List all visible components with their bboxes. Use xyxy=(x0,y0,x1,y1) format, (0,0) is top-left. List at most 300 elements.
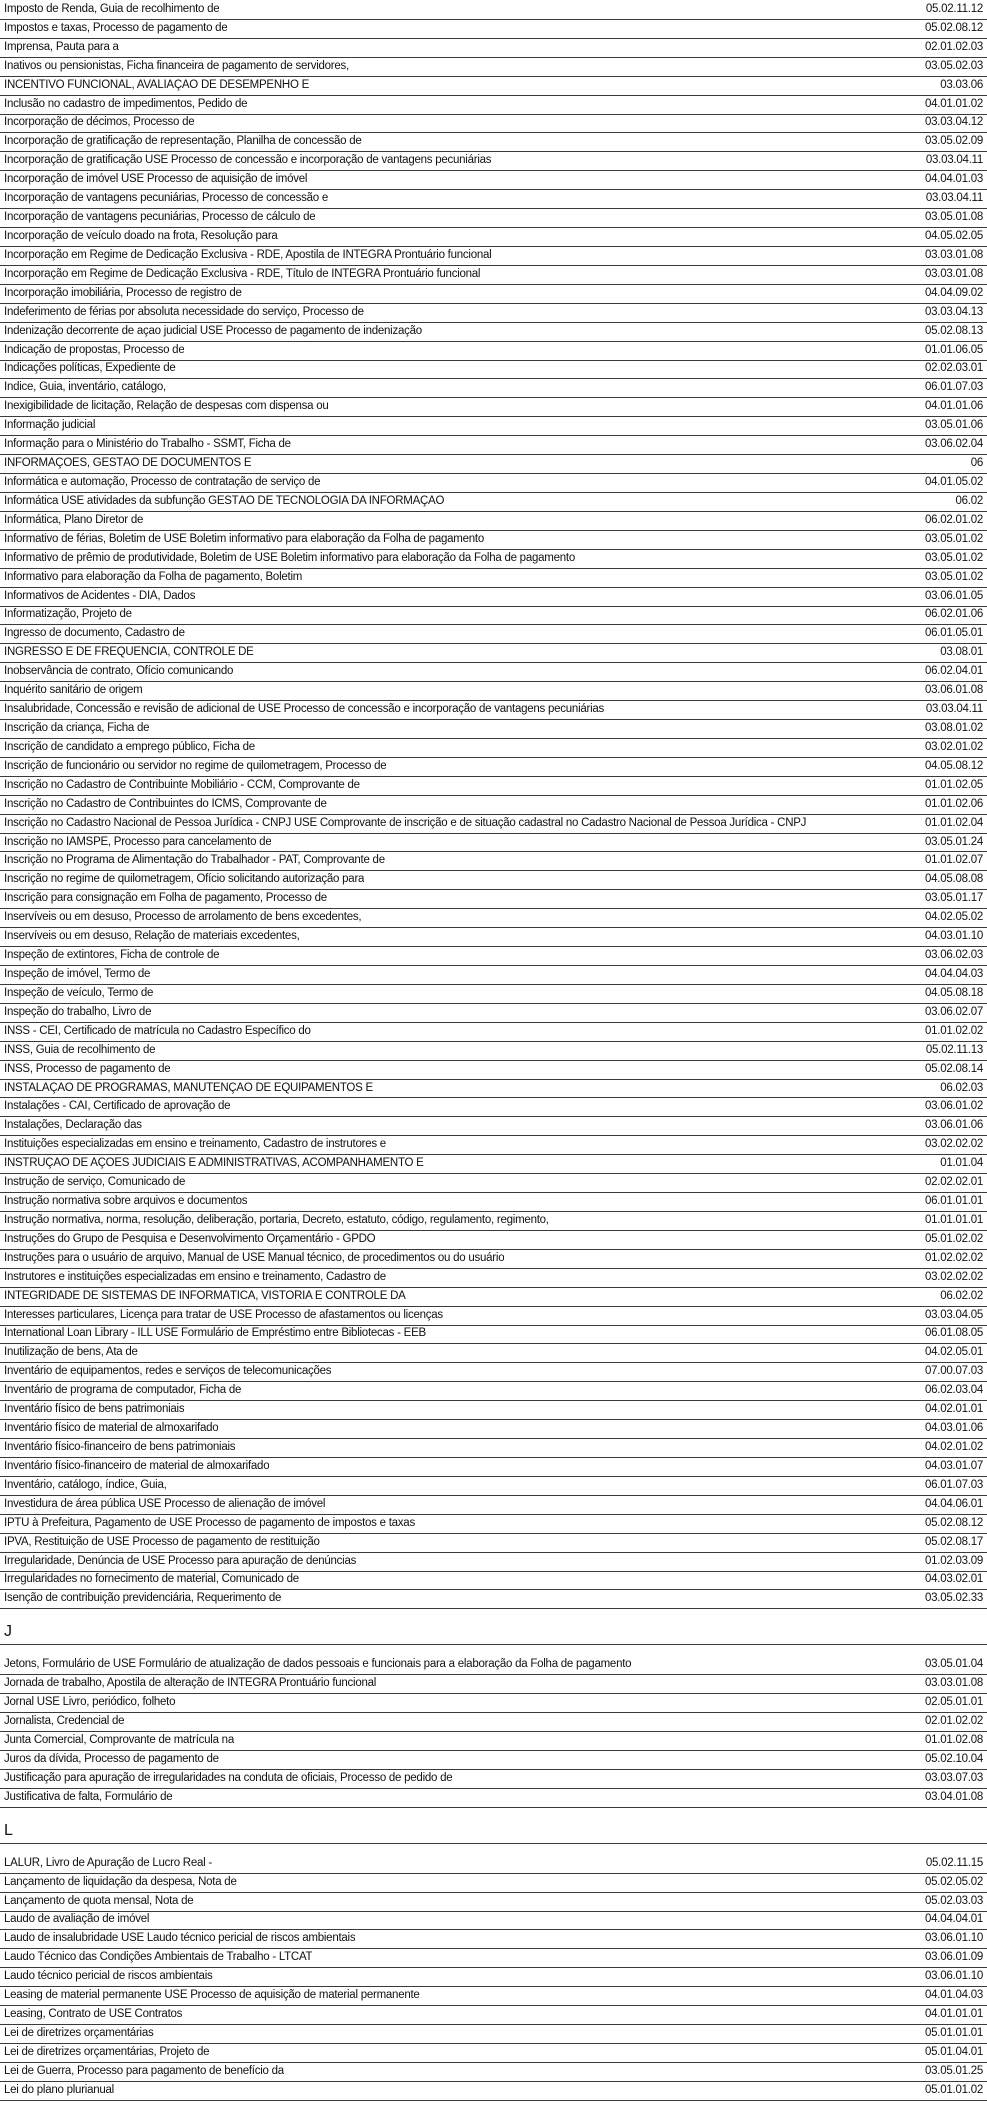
entry-code: 04.01.01.06 xyxy=(924,400,983,413)
entry-title: Laudo de insalubridade USE Laudo técnico pericial de riscos ambientais xyxy=(4,1932,356,1945)
index-row xyxy=(0,834,987,853)
entry-title: Informática USE atividades da subfunção GESTÃO DE TECNOLOGIA DA INFORMAÇÃO xyxy=(4,494,445,507)
entry-code: 04.02.01.02 xyxy=(924,1441,983,1454)
index-row xyxy=(0,588,987,607)
index-row xyxy=(0,1042,987,1061)
entry-title: Impostos e taxas, Processo de pagamento de xyxy=(4,21,228,34)
index-row xyxy=(0,682,987,701)
entry-code: 01.02.02.02 xyxy=(924,1251,983,1264)
index-row xyxy=(0,1515,987,1534)
entry-code: 05.01.01.01 xyxy=(924,2026,983,2039)
index-row xyxy=(0,1117,987,1136)
entry-code: 03.06.01.09 xyxy=(924,1951,983,1964)
entry-title: Jornada de trabalho, Apostila de alteração de INTEGRA Prontuário funcional xyxy=(4,1677,377,1690)
entry-code: 04.01.04.03 xyxy=(924,1989,983,2002)
index-row xyxy=(0,171,987,190)
entry-code: 05.02.08.14 xyxy=(924,1062,983,1075)
entry-title: Lançamento de liquidação da despesa, Nota de xyxy=(4,1875,237,1888)
index-row xyxy=(0,569,987,588)
entry-code: 03.05.01.02 xyxy=(924,532,983,545)
entry-title: Inventário físico de bens patrimoniais xyxy=(4,1403,185,1416)
entry-title: Lei de Guerra, Processo para pagamento de benefício da xyxy=(4,2064,284,2077)
entry-title: Laudo técnico pericial de riscos ambientais xyxy=(4,1970,213,1983)
entry-code: 04.02.05.01 xyxy=(924,1346,983,1359)
index-row xyxy=(0,625,987,644)
index-row xyxy=(0,58,987,77)
index-row xyxy=(0,1968,987,1987)
index-row xyxy=(0,20,987,39)
index-row xyxy=(0,1250,987,1269)
entry-title: Instrução normativa sobre arquivos e documentos xyxy=(4,1195,248,1208)
index-row xyxy=(0,1326,987,1345)
index-row xyxy=(0,1675,987,1694)
entry-title: INTEGRIDADE DE SISTEMAS DE INFORMÁTICA, VISTORIA E CONTROLE DA xyxy=(4,1289,406,1302)
entry-title: Inscrição no Programa de Alimentação do Trabalhador - PAT, Comprovante de xyxy=(4,854,385,867)
entry-title: Justificativa de falta, Formulário de xyxy=(4,1790,173,1803)
entry-title: Indicação de propostas, Processo de xyxy=(4,343,185,356)
index-row xyxy=(0,474,987,493)
index-row xyxy=(0,1496,987,1515)
entry-code: 05.02.11.13 xyxy=(925,1043,983,1056)
index-row xyxy=(0,96,987,115)
entry-title: Informativo para elaboração da Folha de pagamento, Boletim xyxy=(4,570,303,583)
entry-code: 03.03.04.05 xyxy=(924,1308,983,1321)
entry-code: 03.03.01.08 xyxy=(924,267,983,280)
entry-title: Jornalista, Credencial de xyxy=(4,1715,125,1728)
index-row xyxy=(0,77,987,96)
entry-title: Lei do plano plurianual xyxy=(4,2083,114,2096)
entry-code: 03.05.01.02 xyxy=(924,551,983,564)
entry-code: 02.01.02.03 xyxy=(924,40,983,53)
entry-title: Inventário físico-financeiro de material de almoxarifado xyxy=(4,1459,270,1472)
index-row xyxy=(0,1694,987,1713)
entry-title: Irregularidades no fornecimento de material, Comunicado de xyxy=(4,1573,299,1586)
entry-code: 02.01.02.02 xyxy=(924,1715,983,1728)
index-row xyxy=(0,607,987,626)
index-row xyxy=(0,1023,987,1042)
entry-code: 05.02.08.13 xyxy=(924,324,983,337)
index-row xyxy=(0,1789,987,1808)
entry-title: Inspeção de extintores, Ficha de controle de xyxy=(4,949,220,962)
index-row xyxy=(0,1420,987,1439)
entry-title: Jetons, Formulário de USE Formulário de atualização de dados pessoais e funcionais para a elaboração da Folha de pagamento xyxy=(4,1658,632,1671)
index-row xyxy=(0,379,987,398)
letter-separator xyxy=(0,1821,987,1844)
entry-code: 02.02.02.01 xyxy=(924,1176,983,1189)
index-row xyxy=(0,758,987,777)
entry-code: 03.03.04.11 xyxy=(925,154,983,167)
index-row xyxy=(0,1572,987,1591)
entry-code: 04.05.02.05 xyxy=(924,230,983,243)
entry-code: 06.02 xyxy=(955,494,983,507)
entry-code: 04.03.01.06 xyxy=(924,1422,983,1435)
entry-code: 05.02.11.12 xyxy=(925,2,983,15)
entry-title: Indeferimento de férias por absoluta necessidade do serviço, Processo de xyxy=(4,305,364,318)
index-row xyxy=(0,1987,987,2006)
entry-code: 03.02.02.02 xyxy=(924,1138,983,1151)
entry-code: 04.03.02.01 xyxy=(924,1573,983,1586)
entry-code: 05.02.05.02 xyxy=(924,1875,983,1888)
index-row xyxy=(0,852,987,871)
letter-separator xyxy=(0,1622,987,1645)
entry-code: 03.06.02.07 xyxy=(924,1005,983,1018)
entry-title: Isenção de contribuição previdenciária, Requerimento de xyxy=(4,1592,282,1605)
entry-title: Leasing, Contrato de USE Contratos xyxy=(4,2008,183,2021)
index-row xyxy=(0,644,987,663)
index-row xyxy=(0,701,987,720)
entry-title: Instrução normativa, norma, resolução, deliberação, portaria, Decreto, estatuto, código, regulamento, regimento, xyxy=(4,1213,549,1226)
entry-title: Inexigibilidade de licitação, Relação de despesas com dispensa ou xyxy=(4,400,329,413)
entry-title: Laudo de avaliação de imóvel xyxy=(4,1913,150,1926)
entry-code: 06.01.08.05 xyxy=(924,1327,983,1340)
entry-title: Inativos ou pensionistas, Ficha financeira de pagamento de servidores, xyxy=(4,59,349,72)
entry-title: Lançamento de quota mensal, Nota de xyxy=(4,1894,194,1907)
entry-title: Indenização decorrente de açao judicial USE Processo de pagamento de indenização xyxy=(4,324,422,337)
entry-code: 03.08.01 xyxy=(940,646,983,659)
index-row xyxy=(0,663,987,682)
entry-title: Ingresso de documento, Cadastro de xyxy=(4,627,185,640)
index-row xyxy=(0,550,987,569)
index-row xyxy=(0,909,987,928)
index-row xyxy=(0,2025,987,2044)
entry-code: 03.05.01.02 xyxy=(924,570,983,583)
entry-code: 06.02.03.04 xyxy=(924,1384,983,1397)
index-row xyxy=(0,361,987,380)
entry-title: Inservíveis ou em desuso, Relação de materiais excedentes, xyxy=(4,930,300,943)
index-row xyxy=(0,398,987,417)
entry-code: 03.03.06 xyxy=(940,78,983,91)
entry-title: Incorporação de vantagens pecuniárias, Processo de concessão e xyxy=(4,192,328,205)
entry-code: 04.04.06.01 xyxy=(924,1497,983,1510)
entry-title: Laudo Técnico das Condições Ambientais de Trabalho - LTCAT xyxy=(4,1951,313,1964)
entry-title: Juros da dívida, Processo de pagamento de xyxy=(4,1752,219,1765)
entry-code: 03.02.01.02 xyxy=(924,740,983,753)
index-row xyxy=(0,1382,987,1401)
entry-code: 03.06.01.05 xyxy=(924,589,983,602)
entry-title: Inventário de programa de computador, Ficha de xyxy=(4,1384,242,1397)
entry-code: 01.01.02.04 xyxy=(924,816,983,829)
index-row xyxy=(0,1534,987,1553)
entry-title: Inventário físico de material de almoxarifado xyxy=(4,1422,219,1435)
entry-code: 05.01.04.01 xyxy=(924,2045,983,2058)
entry-title: Lei de diretrizes orçamentárias xyxy=(4,2026,154,2039)
entry-code: 04.01.05.02 xyxy=(924,476,983,488)
index-row xyxy=(0,1174,987,1193)
entry-title: Inquérito sanitário de origem xyxy=(4,684,143,697)
entry-code: 02.05.01.01 xyxy=(924,1696,983,1709)
index-row xyxy=(0,1893,987,1912)
entry-title: Incorporação de gratificação de representação, Planilha de concessão de xyxy=(4,135,362,148)
entry-title: Incorporação em Regime de Dedicação Exclusiva - RDE, Título de INTEGRA Prontuário funcional xyxy=(4,267,481,280)
index-row xyxy=(0,228,987,247)
index-row xyxy=(0,115,987,134)
entry-code: 03.05.02.03 xyxy=(924,59,983,72)
entry-code: 03.05.01.25 xyxy=(924,2064,983,2077)
entry-code: 06 xyxy=(970,457,983,470)
entry-title: Informativo de férias, Boletim de USE Boletim informativo para elaboração da Folha de pagamento xyxy=(4,532,484,545)
entry-code: 05.02.08.17 xyxy=(924,1535,983,1548)
entry-code: 03.06.01.02 xyxy=(924,1100,983,1113)
letter-heading: L xyxy=(4,1821,13,1839)
entry-code: 03.03.04.12 xyxy=(924,116,983,129)
index-row xyxy=(0,796,987,815)
entry-title: Instrução de serviço, Comunicado de xyxy=(4,1176,186,1189)
index-row xyxy=(0,2044,987,2063)
entry-code: 04.02.05.02 xyxy=(924,911,983,924)
entry-code: 03.06.01.08 xyxy=(924,684,983,697)
entry-title: Inventário físico-financeiro de bens patrimoniais xyxy=(4,1441,236,1454)
index-row xyxy=(0,928,987,947)
entry-title: Insalubridade, Concessão e revisão de adicional de USE Processo de concessão e incorporação de vantagens pecuniárias xyxy=(4,703,605,716)
entry-title: Investidura de área pública USE Processo de alienação de imóvel xyxy=(4,1497,326,1510)
entry-title: Justificação para apuração de irregularidades na conduta de oficiais, Processo de pedido de xyxy=(4,1771,453,1784)
entry-title: Instruções do Grupo de Pesquisa e Desenvolvimento Orçamentário - GPDO xyxy=(4,1232,376,1245)
letter-heading: J xyxy=(4,1623,12,1641)
entry-code: 03.06.01.10 xyxy=(924,1970,983,1983)
entry-title: Incorporação de gratificação USE Processo de concessão e incorporação de vantagens pecuniárias xyxy=(4,154,492,167)
entry-code: 03.03.01.08 xyxy=(924,1677,983,1690)
index-row xyxy=(0,1477,987,1496)
index-row xyxy=(0,777,987,796)
entry-title: Indicações políticas, Expediente de xyxy=(4,362,176,375)
entry-title: INSS, Guia de recolhimento de xyxy=(4,1043,156,1056)
entry-title: Incorporação de veículo doado na frota, Resolução para xyxy=(4,230,278,243)
index-row xyxy=(0,1949,987,1968)
index-row xyxy=(0,209,987,228)
index-row xyxy=(0,1004,987,1023)
index-row xyxy=(0,512,987,531)
index-row xyxy=(0,1751,987,1770)
index-row xyxy=(0,1770,987,1789)
index-row xyxy=(0,1930,987,1949)
index-row xyxy=(0,2082,987,2101)
index-row xyxy=(0,815,987,834)
entry-title: International Loan Library - ILL USE Formulário de Empréstimo entre Bibliotecas - EEB xyxy=(4,1327,426,1340)
entry-title: Jornal USE Livro, periódico, folheto xyxy=(4,1696,176,1709)
entry-code: 06.02.02 xyxy=(940,1289,983,1302)
index-row xyxy=(0,417,987,436)
entry-title: Inscrição no regime de quilometragem, Ofício solicitando autorização para xyxy=(4,873,365,886)
entry-code: 01.01.02.06 xyxy=(924,797,983,810)
entry-code: 05.02.10.04 xyxy=(924,1752,983,1765)
entry-code: 04.04.04.01 xyxy=(924,1913,983,1926)
entry-title: Índice, Guia, inventário, catálogo, xyxy=(4,381,166,394)
index-row xyxy=(0,1231,987,1250)
entry-title: Informação judicial xyxy=(4,419,96,432)
entry-title: Instalações, Declaração das xyxy=(4,1119,142,1132)
index-row xyxy=(0,1288,987,1307)
index-row xyxy=(0,1439,987,1458)
entry-title: Inventário de equipamentos, redes e serviços de telecomunicações xyxy=(4,1365,332,1378)
index-row xyxy=(0,1401,987,1420)
entry-title: Informática, Plano Diretor de xyxy=(4,513,144,526)
index-row xyxy=(0,1656,987,1675)
entry-title: Inutilização de bens, Ata de xyxy=(4,1346,138,1359)
entry-code: 03.05.02.09 xyxy=(924,135,983,148)
entry-title: LALUR, Livro de Apuração de Lucro Real - xyxy=(4,1856,212,1869)
entry-title: Leasing de material permanente USE Processo de aquisição de material permanente xyxy=(4,1989,420,2002)
entry-code: 03.08.01.02 xyxy=(924,721,983,734)
index-row xyxy=(0,1193,987,1212)
index-row xyxy=(0,2006,987,2025)
entry-code: 03.05.01.17 xyxy=(924,892,983,905)
entry-code: 04.03.01.07 xyxy=(924,1459,983,1472)
index-row xyxy=(0,323,987,342)
entry-code: 03.03.07.03 xyxy=(924,1771,983,1784)
entry-title: Informativo de prêmio de produtividade, Boletim de USE Boletim informativo para elaboração da Folha de pagamento xyxy=(4,551,575,564)
entry-code: 06.02.01.02 xyxy=(924,513,983,526)
entry-title: Inservíveis ou em desuso, Processo de arrolamento de bens excedentes, xyxy=(4,911,362,924)
index-row xyxy=(0,39,987,58)
entry-title: Informativos de Acidentes - DIA, Dados xyxy=(4,589,196,602)
entry-code: 04.02.01.01 xyxy=(924,1403,983,1416)
entry-code: 01.02.03.09 xyxy=(924,1554,983,1567)
entry-code: 03.03.01.08 xyxy=(924,248,983,261)
entry-title: Inventário, catálogo, índice, Guia, xyxy=(4,1478,167,1491)
entry-title: Imposto de Renda, Guia de recolhimento de xyxy=(4,2,220,15)
entry-title: Inspeção do trabalho, Livro de xyxy=(4,1005,152,1018)
entry-code: 06.01.01.01 xyxy=(924,1195,983,1208)
index-row xyxy=(0,285,987,304)
entry-title: Informação para o Ministério do Trabalho - SSMT, Ficha de xyxy=(4,438,291,451)
index-row xyxy=(0,1732,987,1751)
index-row xyxy=(0,455,987,474)
entry-code: 06.01.05.01 xyxy=(924,627,983,640)
index-row xyxy=(0,1363,987,1382)
entry-code: 05.02.03.03 xyxy=(924,1894,983,1907)
entry-code: 03.06.02.03 xyxy=(924,949,983,962)
entry-code: 01.01.06.05 xyxy=(924,343,983,356)
entry-title: Inscrição para consignação em Folha de pagamento, Processo de xyxy=(4,892,327,905)
index-row xyxy=(0,2063,987,2082)
index-row xyxy=(0,966,987,985)
entry-title: Inscrição de funcionário ou servidor no regime de quilometragem, Processo de xyxy=(4,759,387,772)
index-row xyxy=(0,1307,987,1326)
entry-title: Incorporação em Regime de Dedicação Exclusiva - RDE, Apostila de INTEGRA Prontuário funcional xyxy=(4,248,492,261)
entry-code: 03.03.04.13 xyxy=(924,305,983,318)
index-row xyxy=(0,1098,987,1117)
entry-title: Incorporação de vantagens pecuniárias, Processo de cálculo de xyxy=(4,211,316,224)
index-row xyxy=(0,985,987,1004)
index-row xyxy=(0,1061,987,1080)
entry-title: INCENTIVO FUNCIONAL, AVALIAÇÃO DE DESEMPENHO E xyxy=(4,78,310,91)
entry-code: 01.01.02.08 xyxy=(924,1734,983,1746)
entry-code: 03.06.01.10 xyxy=(924,1932,983,1945)
index-row xyxy=(0,1269,987,1288)
entry-title: Incorporação de imóvel USE Processo de aquisição de imóvel xyxy=(4,173,308,186)
entry-code: 01.01.02.05 xyxy=(924,778,983,791)
entry-title: Inclusão no cadastro de impedimentos, Pedido de xyxy=(4,97,248,110)
entry-code: 06.02.03 xyxy=(940,1081,983,1094)
entry-code: 03.05.01.04 xyxy=(924,1658,983,1671)
index-row xyxy=(0,1458,987,1477)
index-row xyxy=(0,1,987,20)
index-row xyxy=(0,1080,987,1099)
entry-title: Inscrição no Cadastro Nacional de Pessoa Jurídica - CNPJ USE Comprovante de inscrição e de situação cadastral no Cadastro Nacional de Pessoa Jurídica - CNPJ xyxy=(4,816,807,829)
entry-code: 04.01.01.01 xyxy=(924,2008,983,2021)
entry-code: 06.01.07.03 xyxy=(924,381,983,394)
entry-code: 04.04.09.02 xyxy=(924,286,983,299)
entry-title: IPVA, Restituição de USE Processo de pagamento de restituição xyxy=(4,1535,320,1548)
entry-code: 03.05.01.08 xyxy=(924,211,983,224)
index-row xyxy=(0,947,987,966)
entry-title: Inscrição no Cadastro de Contribuintes do ICMS, Comprovante de xyxy=(4,797,327,810)
entry-code: 04.05.08.08 xyxy=(924,873,983,886)
entry-title: Lei de diretrizes orçamentárias, Projeto de xyxy=(4,2045,210,2058)
entry-title: Imprensa, Pauta para a xyxy=(4,40,119,53)
index-row xyxy=(0,152,987,171)
entry-code: 06.02.04.01 xyxy=(924,665,983,678)
entry-title: Informatização, Projeto de xyxy=(4,608,132,621)
entry-title: INSS - CEI, Certificado de matrícula no Cadastro Específico do xyxy=(4,1024,311,1037)
entry-title: Instituições especializadas em ensino e treinamento, Cadastro de instrutores e xyxy=(4,1138,386,1151)
entry-title: IPTU à Prefeitura, Pagamento de USE Processo de pagamento de impostos e taxas xyxy=(4,1516,415,1529)
entry-code: 04.01.01.02 xyxy=(924,97,983,110)
entry-title: INFORMAÇÕES, GESTÃO DE DOCUMENTOS E xyxy=(4,457,252,470)
entry-title: Inobservância de contrato, Ofício comunicando xyxy=(4,665,234,678)
entry-code: 03.05.02.33 xyxy=(924,1592,983,1605)
entry-code: 06.02.01.06 xyxy=(924,608,983,621)
index-row xyxy=(0,133,987,152)
entry-code: 01.01.01.01 xyxy=(924,1213,983,1226)
entry-code: 06.01.07.03 xyxy=(924,1478,983,1491)
entry-title: Inspeção de imóvel, Termo de xyxy=(4,967,151,980)
index-row xyxy=(0,266,987,285)
entry-code: 01.01.04 xyxy=(940,1157,983,1170)
entry-code: 05.02.08.12 xyxy=(924,1516,983,1529)
entry-code: 03.06.02.04 xyxy=(924,438,983,451)
entry-title: Informática e automação, Processo de contratação de serviço de xyxy=(4,476,321,488)
entry-code: 01.01.02.02 xyxy=(924,1024,983,1037)
index-row xyxy=(0,190,987,209)
entry-title: INSS, Processo de pagamento de xyxy=(4,1062,171,1075)
entry-title: Instalações - CAI, Certificado de aprovação de xyxy=(4,1100,231,1113)
index-row xyxy=(0,1212,987,1231)
entry-title: Inscrição no Cadastro de Contribuinte Mobiliário - CCM, Comprovante de xyxy=(4,778,360,791)
index-row xyxy=(0,1590,987,1609)
index-row xyxy=(0,739,987,758)
index-row xyxy=(0,871,987,890)
entry-title: Inscrição de candidato a emprego público, Ficha de xyxy=(4,740,255,753)
index-row xyxy=(0,1344,987,1363)
entry-code: 01.01.02.07 xyxy=(924,854,983,867)
index-row xyxy=(0,1874,987,1893)
entry-code: 04.04.01.03 xyxy=(924,173,983,186)
entry-code: 03.05.01.24 xyxy=(924,835,983,848)
entry-code: 07.00.07.03 xyxy=(924,1365,983,1378)
index-row xyxy=(0,247,987,266)
index-row xyxy=(0,304,987,323)
entry-code: 03.04.01.08 xyxy=(924,1790,983,1803)
index-list xyxy=(0,1,987,2101)
entry-code: 05.02.08.12 xyxy=(924,21,983,34)
entry-code: 03.02.02.02 xyxy=(924,1270,983,1283)
index-row xyxy=(0,890,987,909)
index-row xyxy=(0,342,987,361)
index-row xyxy=(0,1553,987,1572)
entry-title: Inscrição no IAMSPE, Processo para cancelamento de xyxy=(4,835,272,848)
index-row xyxy=(0,1713,987,1732)
entry-code: 03.05.01.06 xyxy=(924,419,983,432)
entry-title: Junta Comercial, Comprovante de matrícula na xyxy=(4,1734,234,1746)
index-row xyxy=(0,493,987,512)
entry-code: 05.02.11.15 xyxy=(925,1856,983,1869)
entry-title: Incorporação de décimos, Processo de xyxy=(4,116,195,129)
entry-code: 03.06.01.06 xyxy=(924,1119,983,1132)
entry-title: Inscrição da criança, Ficha de xyxy=(4,721,150,734)
entry-title: Incorporação imobiliária, Processo de registro de xyxy=(4,286,242,299)
entry-code: 04.03.01.10 xyxy=(924,930,983,943)
